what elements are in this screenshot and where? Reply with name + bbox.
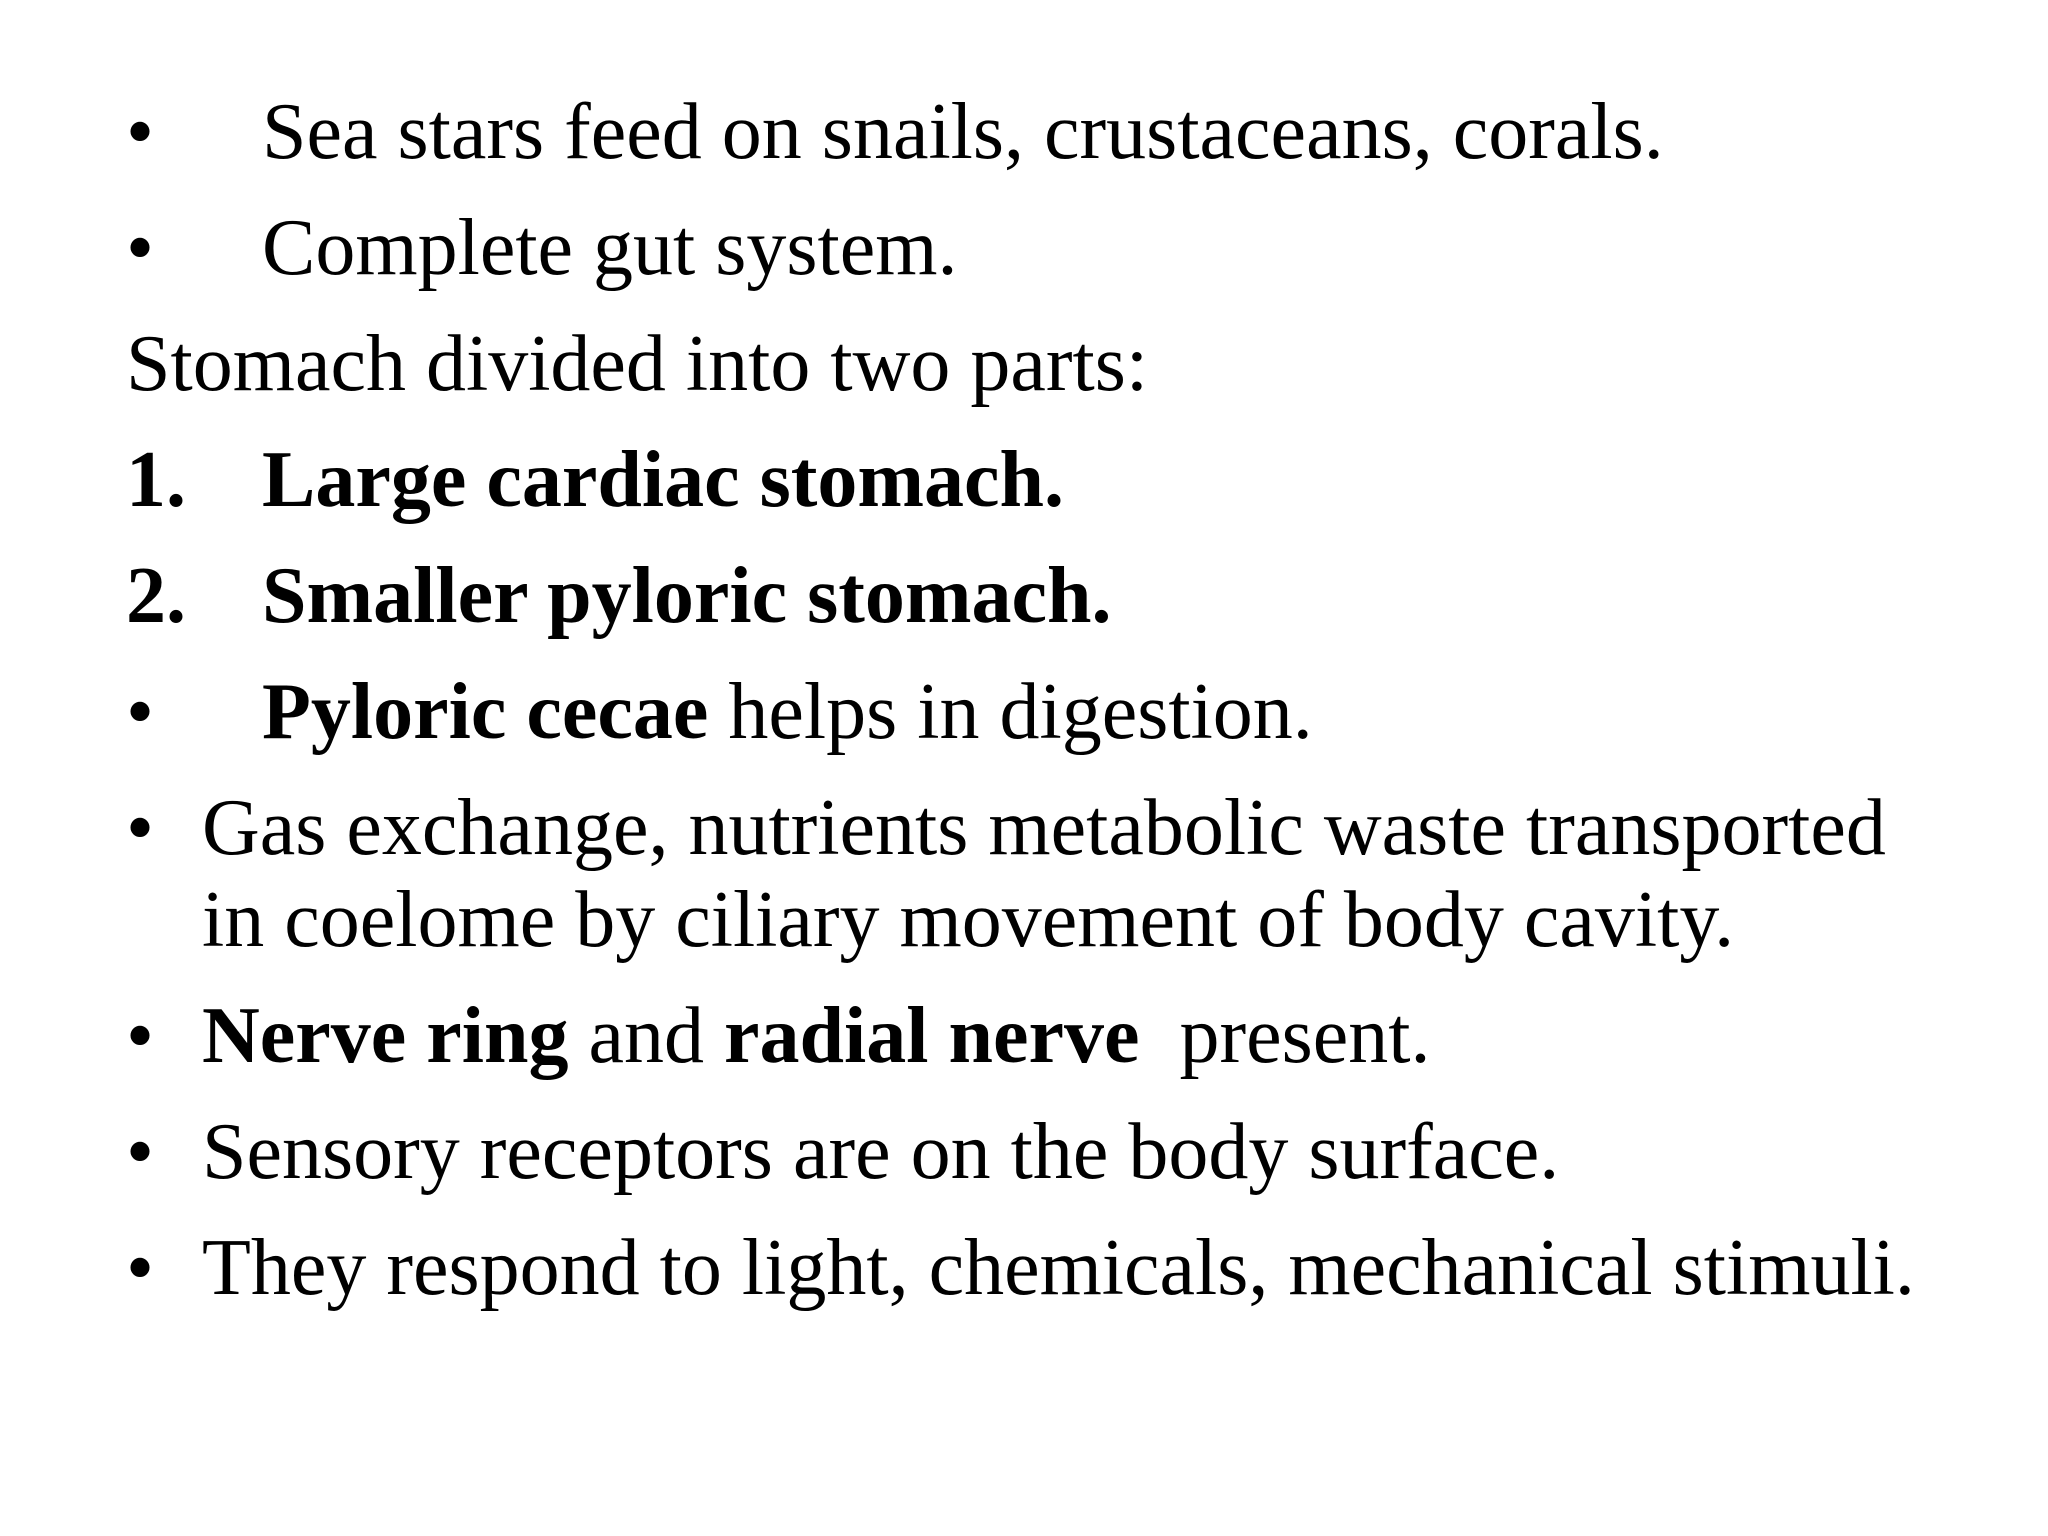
bullet-marker: • <box>126 992 155 1080</box>
bullet-text-mid: and <box>568 992 725 1080</box>
bold-term: Pyloric cecae <box>262 668 709 756</box>
bullet-text-rest: helps in digestion. <box>708 668 1313 756</box>
bullet-marker: • <box>126 784 155 872</box>
bullet-text: Sea stars feed on snails, crustaceans, corals. <box>262 88 1664 176</box>
bullet-text: Complete gut system. <box>262 204 958 292</box>
bullet-marker: • <box>126 1224 155 1312</box>
bullet-text-continuation: in coelome by ciliary movement of body cavity. <box>202 876 1735 964</box>
bullet-marker: • <box>126 88 155 176</box>
section-heading: Stomach divided into two parts: <box>126 320 1149 408</box>
bullet-text <box>262 666 1313 758</box>
bullet-text: Gas exchange, nutrients metabolic waste transported <box>202 784 1886 872</box>
numbered-marker: 2. <box>126 552 186 640</box>
bullet-text-tail: present. <box>1139 992 1431 1080</box>
numbered-text: Large cardiac stomach. <box>262 436 1065 524</box>
numbered-text: Smaller pyloric stomach. <box>262 552 1112 640</box>
bullet-text: Sensory receptors are on the body surface. <box>202 1108 1560 1196</box>
bullet-marker: • <box>126 1108 155 1196</box>
bold-term: radial nerve <box>724 992 1140 1080</box>
bold-term: Nerve ring <box>202 992 569 1080</box>
bullet-marker: • <box>126 204 155 292</box>
bullet-text: They respond to light, chemicals, mechanical stimuli. <box>202 1224 1915 1312</box>
bullet-text <box>202 990 1431 1082</box>
numbered-marker: 1. <box>126 436 186 524</box>
bullet-marker: • <box>126 668 155 756</box>
